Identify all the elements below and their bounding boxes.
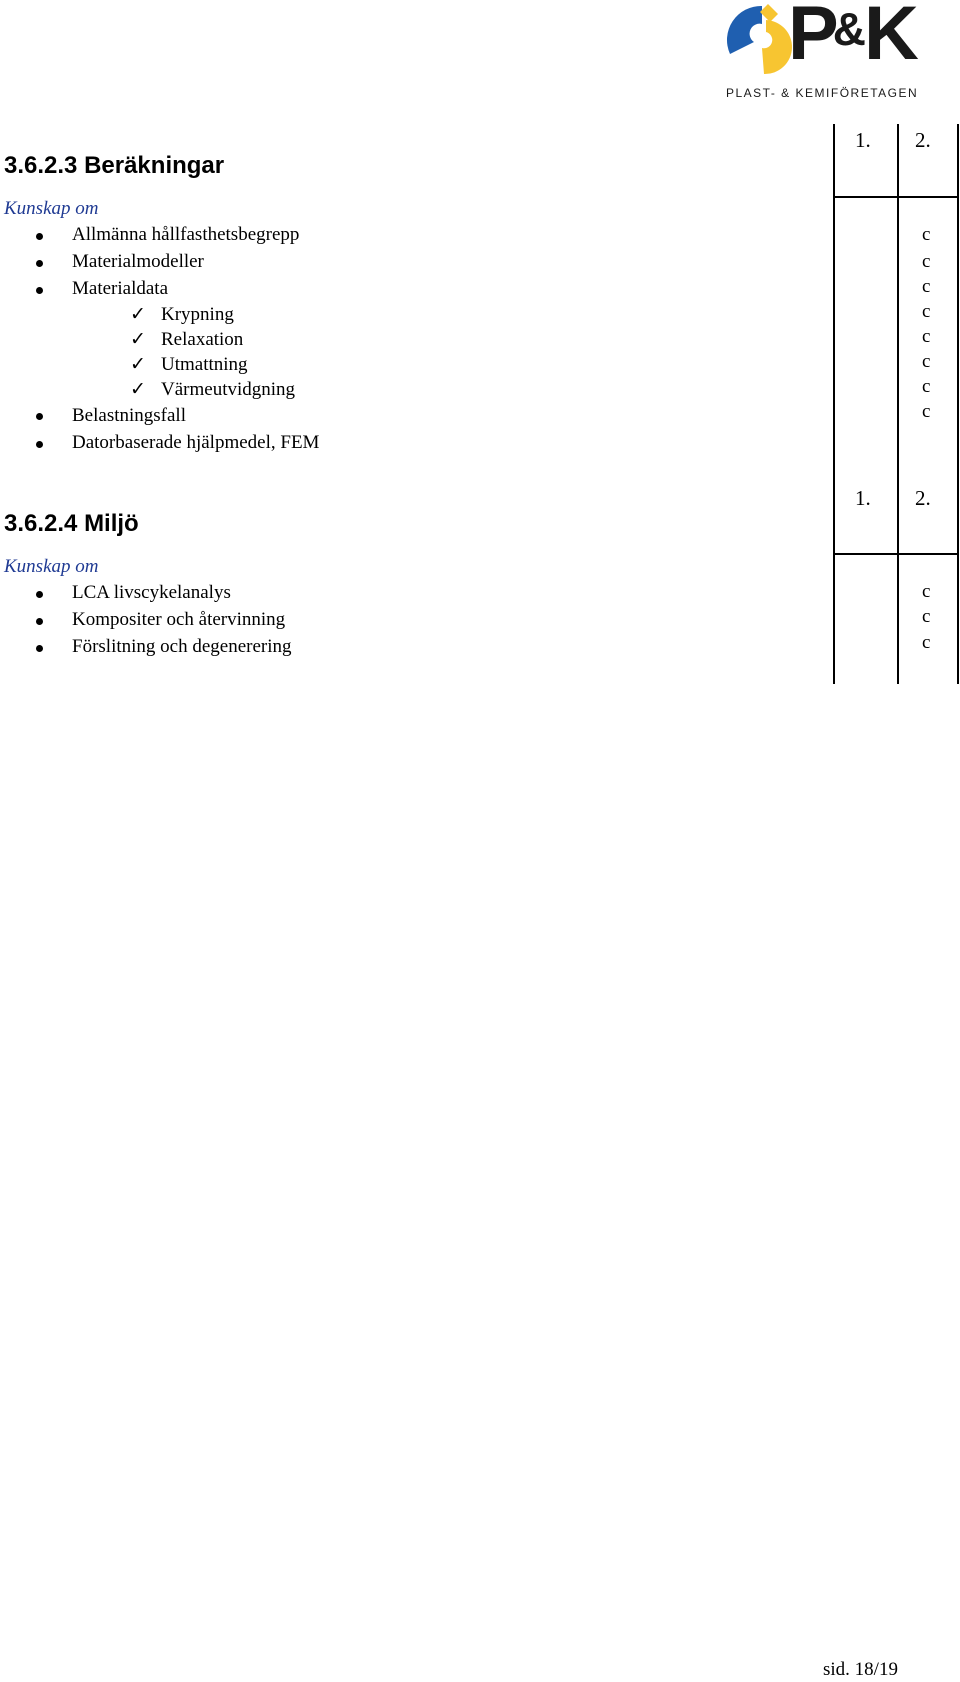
grade-mark: c	[922, 301, 931, 322]
list-item: Värmeutvidgning	[161, 379, 296, 400]
section-heading: 3.6.2.3 Beräkningar	[4, 152, 225, 179]
grade-mark: c	[922, 632, 931, 653]
table-col-line-left	[833, 124, 835, 684]
list-item: Datorbaserade hjälpmedel, FEM	[72, 432, 320, 453]
table-header-line-2	[833, 553, 958, 555]
grade-mark: c	[922, 581, 931, 602]
list-item: Kompositer och återvinning	[72, 609, 286, 630]
list-item: Krypning	[161, 304, 234, 325]
pk-logo	[724, 0, 919, 100]
list-item: Materialdata	[72, 278, 169, 299]
list-item: Utmattning	[161, 354, 248, 375]
bullet-icon	[36, 645, 43, 652]
checkmark-icon: ✓	[130, 304, 146, 325]
grade-mark: c	[922, 224, 931, 245]
column-header-2: 2.	[915, 486, 931, 510]
grade-mark: c	[922, 351, 931, 372]
list-item: Relaxation	[161, 329, 244, 350]
list-item: Belastningsfall	[72, 405, 186, 426]
bullet-icon	[36, 591, 43, 598]
list-item: Materialmodeller	[72, 251, 204, 272]
bullet-icon	[36, 413, 43, 420]
grade-mark: c	[922, 606, 931, 627]
column-header-1: 1.	[855, 486, 871, 510]
bullet-icon	[36, 260, 43, 267]
column-header-1: 1.	[855, 128, 871, 152]
grade-mark: c	[922, 251, 931, 272]
table-col-line-right	[957, 124, 959, 684]
grade-mark: c	[922, 401, 931, 422]
column-header-2: 2.	[915, 128, 931, 152]
pk-logo-tagline: PLAST- & KEMIFÖRETAGEN	[726, 86, 919, 100]
list-item: Förslitning och degenerering	[72, 636, 292, 657]
list-item: LCA livscykelanalys	[72, 582, 231, 603]
pk-logo-mark: P&K	[788, 0, 913, 76]
grade-mark: c	[922, 276, 931, 297]
table-col-line-middle	[897, 124, 899, 684]
grade-mark: c	[922, 376, 931, 397]
checkmark-icon: ✓	[130, 329, 146, 350]
checkmark-icon: ✓	[130, 379, 146, 400]
grade-mark: c	[922, 326, 931, 347]
checkmark-icon: ✓	[130, 354, 146, 375]
list-item: Allmänna hållfasthetsbegrepp	[72, 224, 300, 245]
page-number: sid. 18/19	[823, 1659, 898, 1680]
bullet-icon	[36, 618, 43, 625]
bullet-icon	[36, 441, 43, 448]
kunskap-label: Kunskap om	[4, 556, 99, 577]
bullet-icon	[36, 233, 43, 240]
bullet-icon	[36, 287, 43, 294]
table-header-line-1	[833, 196, 958, 198]
kunskap-label: Kunskap om	[4, 198, 99, 219]
section-heading: 3.6.2.4 Miljö	[4, 510, 139, 537]
